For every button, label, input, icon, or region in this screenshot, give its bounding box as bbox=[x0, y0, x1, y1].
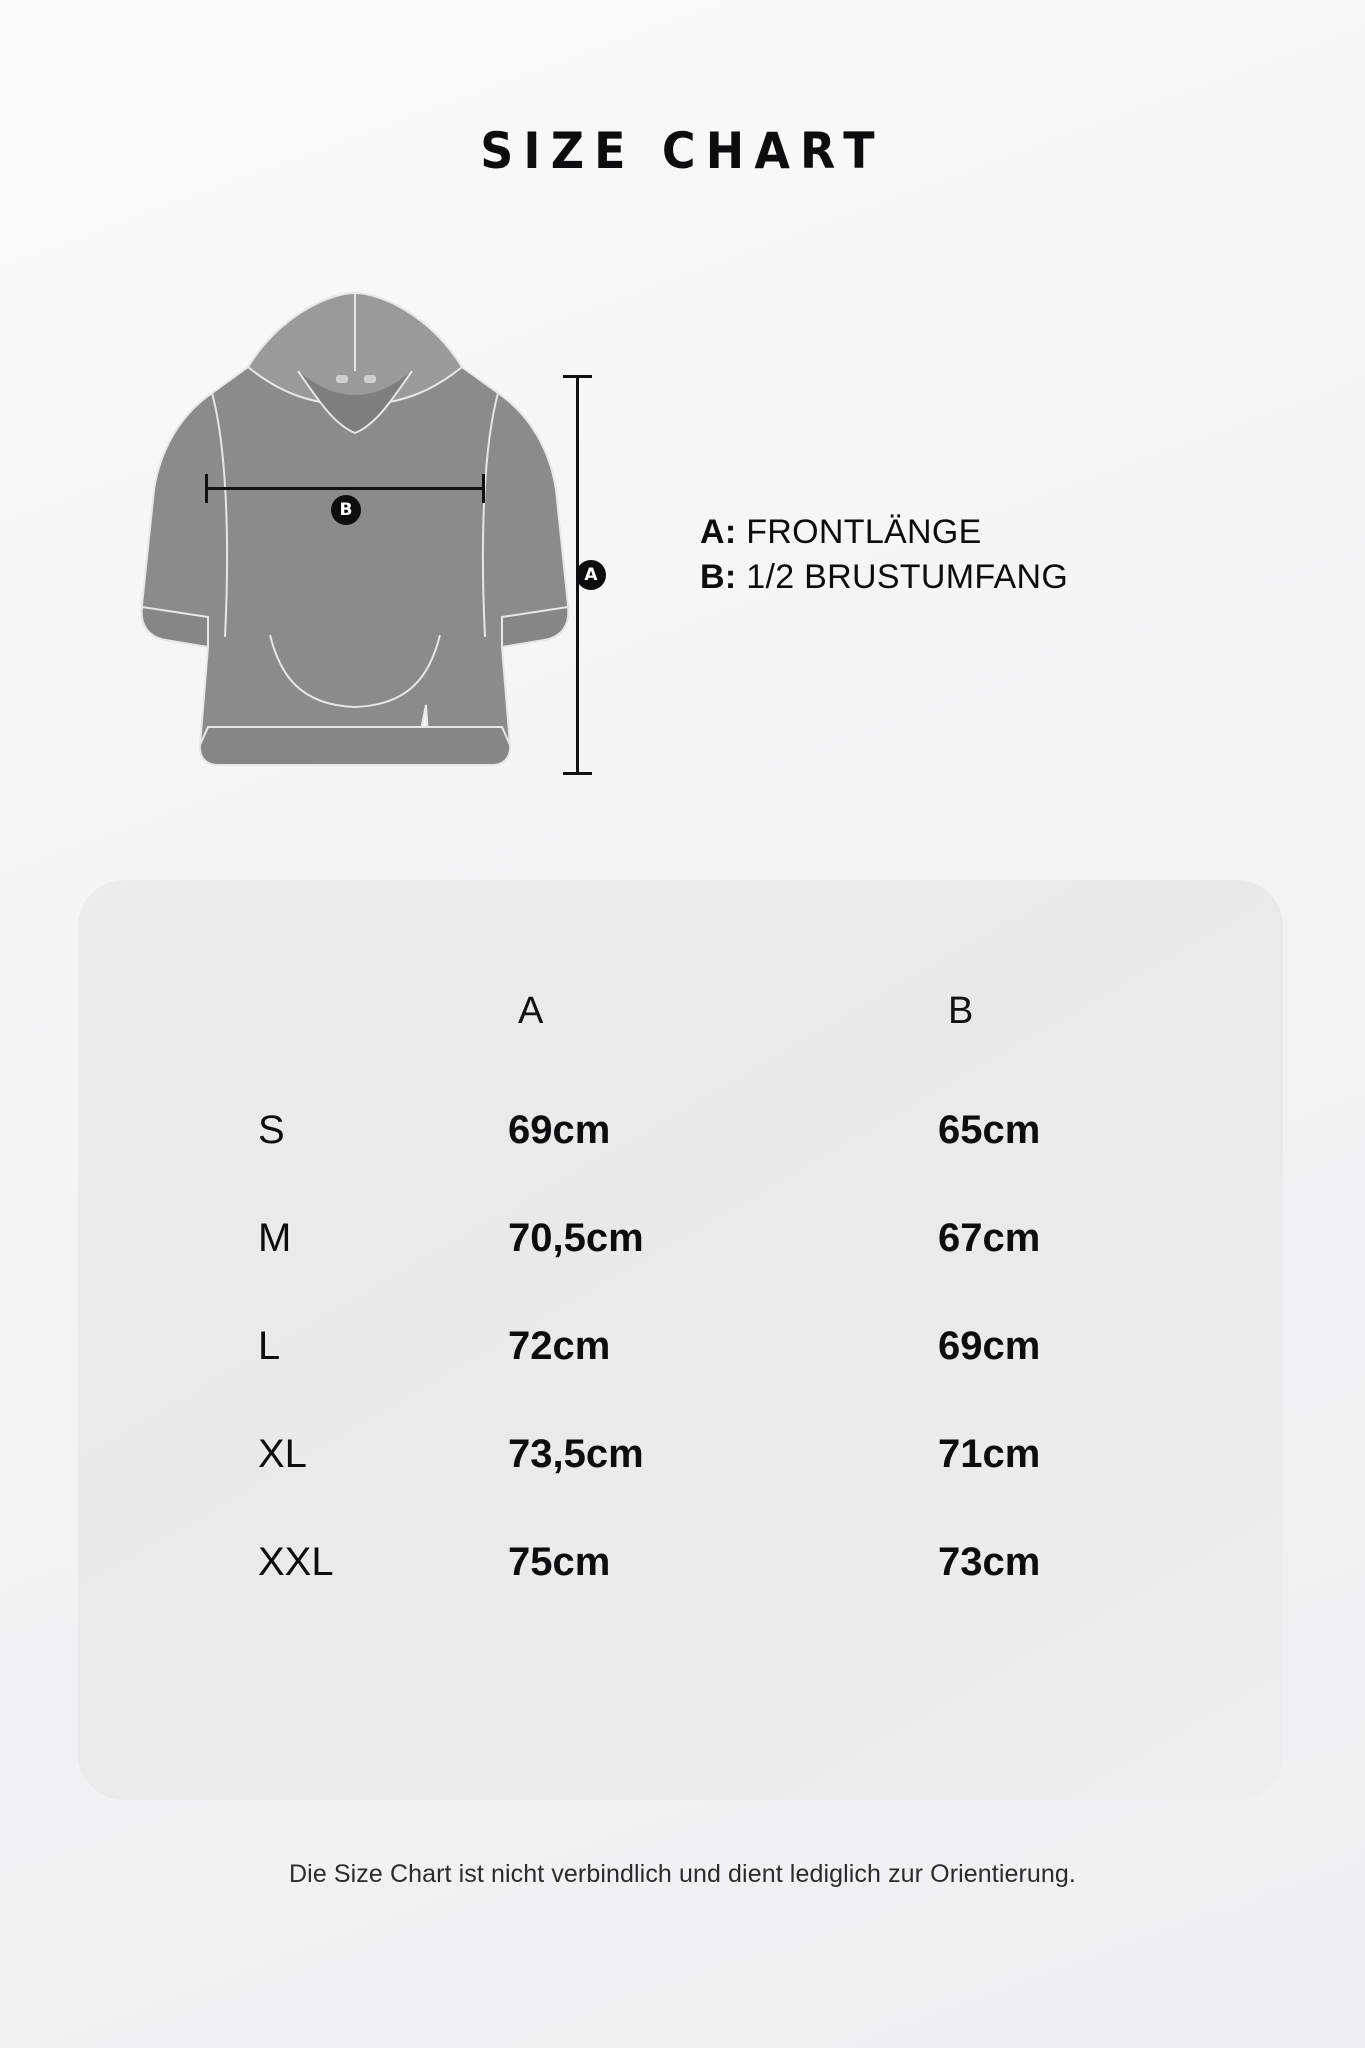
cell-a: 70,5cm bbox=[508, 1216, 644, 1260]
disclaimer-text: Die Size Chart ist nicht verbindlich und dient lediglich zur Orientierung. bbox=[289, 1860, 1076, 1888]
cell-a: 69cm bbox=[508, 1108, 611, 1152]
cell-b: 65cm bbox=[938, 1108, 1041, 1152]
cell-size: S bbox=[258, 1108, 285, 1152]
column-header-a: A bbox=[518, 990, 544, 1032]
cell-a: 73,5cm bbox=[508, 1432, 644, 1476]
column-header-b: B bbox=[948, 990, 974, 1032]
dimension-b-cap-right bbox=[482, 474, 485, 503]
marker-b-badge: B bbox=[331, 495, 361, 525]
cell-size: L bbox=[258, 1324, 281, 1368]
legend-row-a bbox=[700, 510, 1068, 555]
legend-key-b: B: bbox=[700, 557, 737, 596]
size-table bbox=[78, 880, 1283, 1800]
measurement-legend bbox=[700, 510, 1068, 600]
cell-size: XL bbox=[258, 1432, 307, 1476]
cell-b: 73cm bbox=[938, 1540, 1041, 1584]
marker-a-badge: A bbox=[576, 560, 606, 590]
table-row bbox=[78, 1324, 1283, 1432]
table-row bbox=[78, 1432, 1283, 1540]
cell-b: 71cm bbox=[938, 1432, 1041, 1476]
cell-a: 72cm bbox=[508, 1324, 611, 1368]
table-row bbox=[78, 1108, 1283, 1216]
size-table-card bbox=[78, 880, 1283, 1800]
cell-size: XXL bbox=[258, 1540, 334, 1584]
table-header-row bbox=[78, 990, 1283, 1050]
hoodie-illustration bbox=[130, 275, 580, 780]
page-title: SIZE CHART bbox=[480, 122, 885, 180]
legend-label-a: FRONTLÄNGE bbox=[746, 513, 982, 551]
cell-b: 67cm bbox=[938, 1216, 1041, 1260]
legend-key-a: A: bbox=[700, 513, 737, 551]
dimension-b-stroke bbox=[205, 487, 485, 490]
table-row bbox=[78, 1540, 1283, 1648]
dimension-a-cap-bottom bbox=[563, 772, 592, 775]
legend-label-b: 1/2 BRUSTUMFANG bbox=[746, 557, 1069, 596]
legend-row-b bbox=[700, 555, 1068, 600]
cell-a: 75cm bbox=[508, 1540, 611, 1584]
cell-size: M bbox=[258, 1216, 292, 1260]
hoodie-icon bbox=[130, 275, 580, 780]
table-row bbox=[78, 1216, 1283, 1324]
cell-b: 69cm bbox=[938, 1324, 1041, 1368]
